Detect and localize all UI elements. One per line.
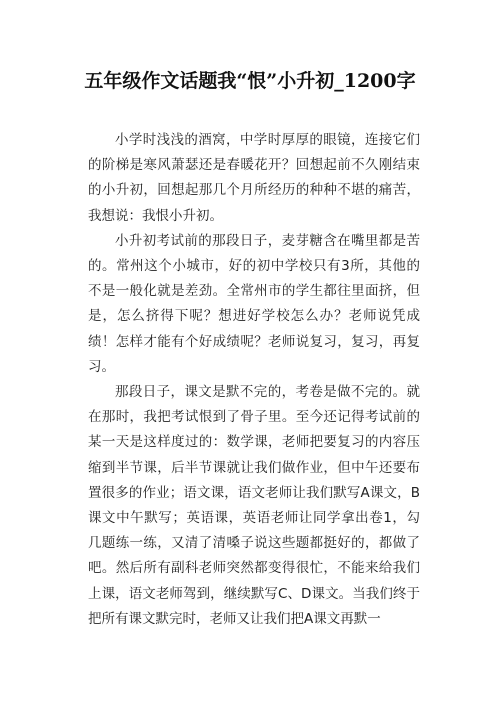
paragraph: 小学时浅浅的酒窝，中学时厚厚的眼镜，连接它们的阶梯是寒风萧瑟还是春暖花开？回想起前不久刚结束的小升初，回想起那几个月所经历的种种不堪的痛苦，我想说：我恨小升初。 <box>88 132 420 224</box>
document-title: 五年级作文话题我“恨”小升初_1200字 <box>84 70 416 92</box>
paragraph: 小升初考试前的那段日子，麦芽糖含在嘴里都是苦的。常州这个小城市，好的初中学校只有3所，其他的不是一般化就是差劲。全常州市的学生都往里面挤，但是，怎么挤得下呢？想进好学校怎么办？老师说凭成绩！怎样才能有个好成绩呢？老师说复习，复习，再复习。 <box>88 232 420 375</box>
document-body <box>88 128 420 632</box>
paragraph: 那段日子，课文是默不完的，考卷是做不完的。就在那时，我把考试恨到了骨子里。至今还记得考试前的某一天是这样度过的：数学课，老师把要复习的内容压缩到半节课，后半节课就让我们做作业，但中午还要布置很多的作业；语文课，语文老师让我们默写A课文，B课文中午默写；英语课，英语老师让同学拿出卷1，勾几题练一练，又清了清嗓子说这些题都挺好的，都做了吧。然后所有副科老师突然都变得很忙，不能来给我们上课，语文老师驾到，继续默写C、D课文。当我们终于把所有课文默完时，老师又让我们把A课文再默一 <box>88 384 420 627</box>
